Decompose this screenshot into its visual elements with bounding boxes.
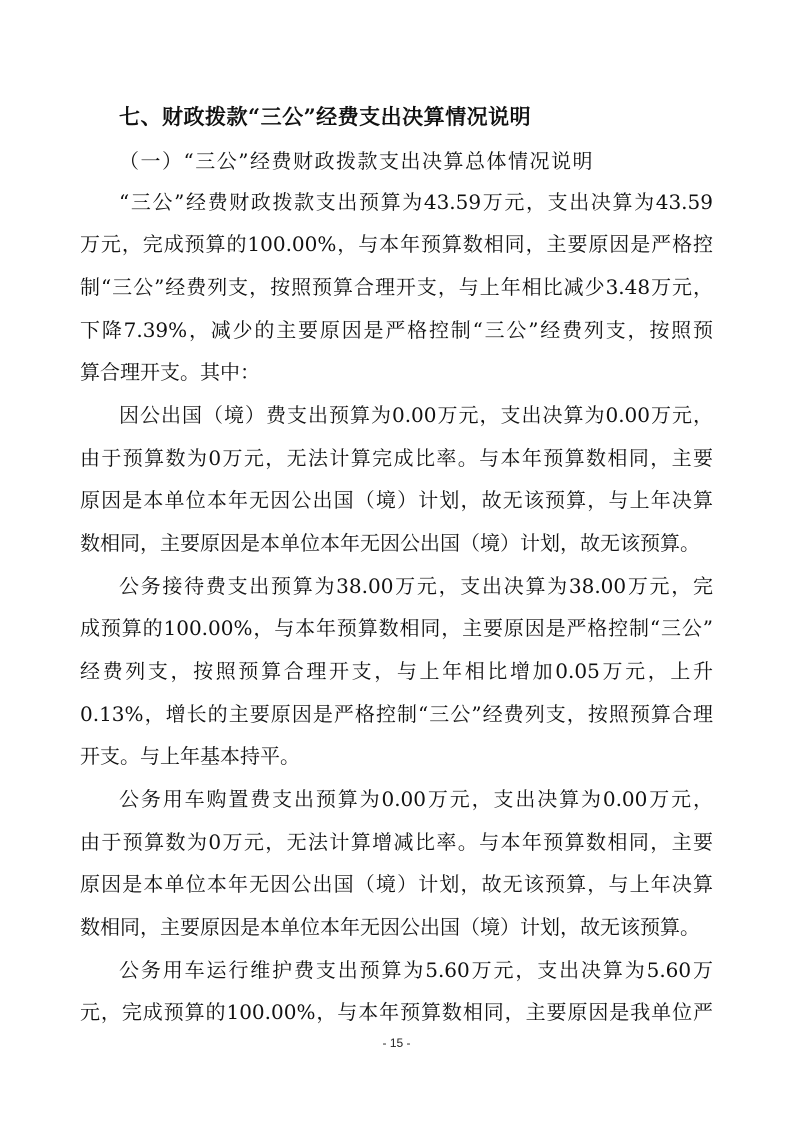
paragraph-line: 公务用车购置费支出预算为0.00万元，支出决算为0.00万元， [119, 787, 713, 811]
paragraph-line: 原因是本单位本年无因公出国（境）计划，故无该预算，与上年决算 [80, 488, 713, 512]
paragraph-line: 万元，完成预算的100.00%，与本年预算数相同，主要原因是严格控 [80, 232, 713, 256]
paragraph-line: 0.13%，增长的主要原因是严格控制“三公”经费列支，按照预算合理 [80, 702, 713, 726]
paragraph-line: 原因是本单位本年无因公出国（境）计划，故无该预算，与上年决算 [80, 872, 713, 896]
paragraph-line: 数相同，主要原因是本单位本年无因公出国（境）计划，故无该预算。 [80, 531, 700, 555]
paragraph-line: 开支。与上年基本持平。 [80, 744, 300, 768]
paragraph-line: 元，完成预算的100.00%，与本年预算数相同，主要原因是我单位严 [80, 1000, 713, 1024]
paragraph-line: 制“三公”经费列支，按照预算合理开支，与上年相比减少3.48万元， [80, 275, 713, 299]
paragraph-line: 成预算的100.00%，与本年预算数相同，主要原因是严格控制“三公” [80, 616, 713, 640]
paragraph-line: 公务用车运行维护费支出预算为5.60万元，支出决算为5.60万 [119, 958, 713, 982]
section-heading: 七、财政拨款“三公”经费支出决算情况说明 [119, 104, 532, 129]
paragraph-line: 数相同，主要原因是本单位本年无因公出国（境）计划，故无该预算。 [80, 915, 700, 939]
subsection-heading: （一）“三公”经费财政拨款支出决算总体情况说明 [119, 149, 594, 173]
paragraph-line: 经费列支，按照预算合理开支，与上年相比增加0.05万元，上升 [80, 659, 713, 683]
paragraph-line: 由于预算数为0万元，无法计算完成比率。与本年预算数相同，主要 [80, 446, 713, 470]
paragraph-line: 因公出国（境）费支出预算为0.00万元，支出决算为0.00万元， [119, 403, 713, 427]
paragraph-line: 算合理开支。其中： [80, 360, 260, 384]
paragraph-line: 由于预算数为0万元，无法计算增减比率。与本年预算数相同，主要 [80, 830, 713, 854]
page-number: - 15 - [382, 1036, 411, 1050]
paragraph-line: “三公”经费财政拨款支出预算为43.59万元，支出决算为43.59 [119, 190, 713, 214]
paragraph-line: 下降7.39%，减少的主要原因是严格控制“三公”经费列支，按照预 [80, 318, 713, 342]
paragraph-line: 公务接待费支出预算为38.00万元，支出决算为38.00万元，完 [119, 574, 713, 598]
